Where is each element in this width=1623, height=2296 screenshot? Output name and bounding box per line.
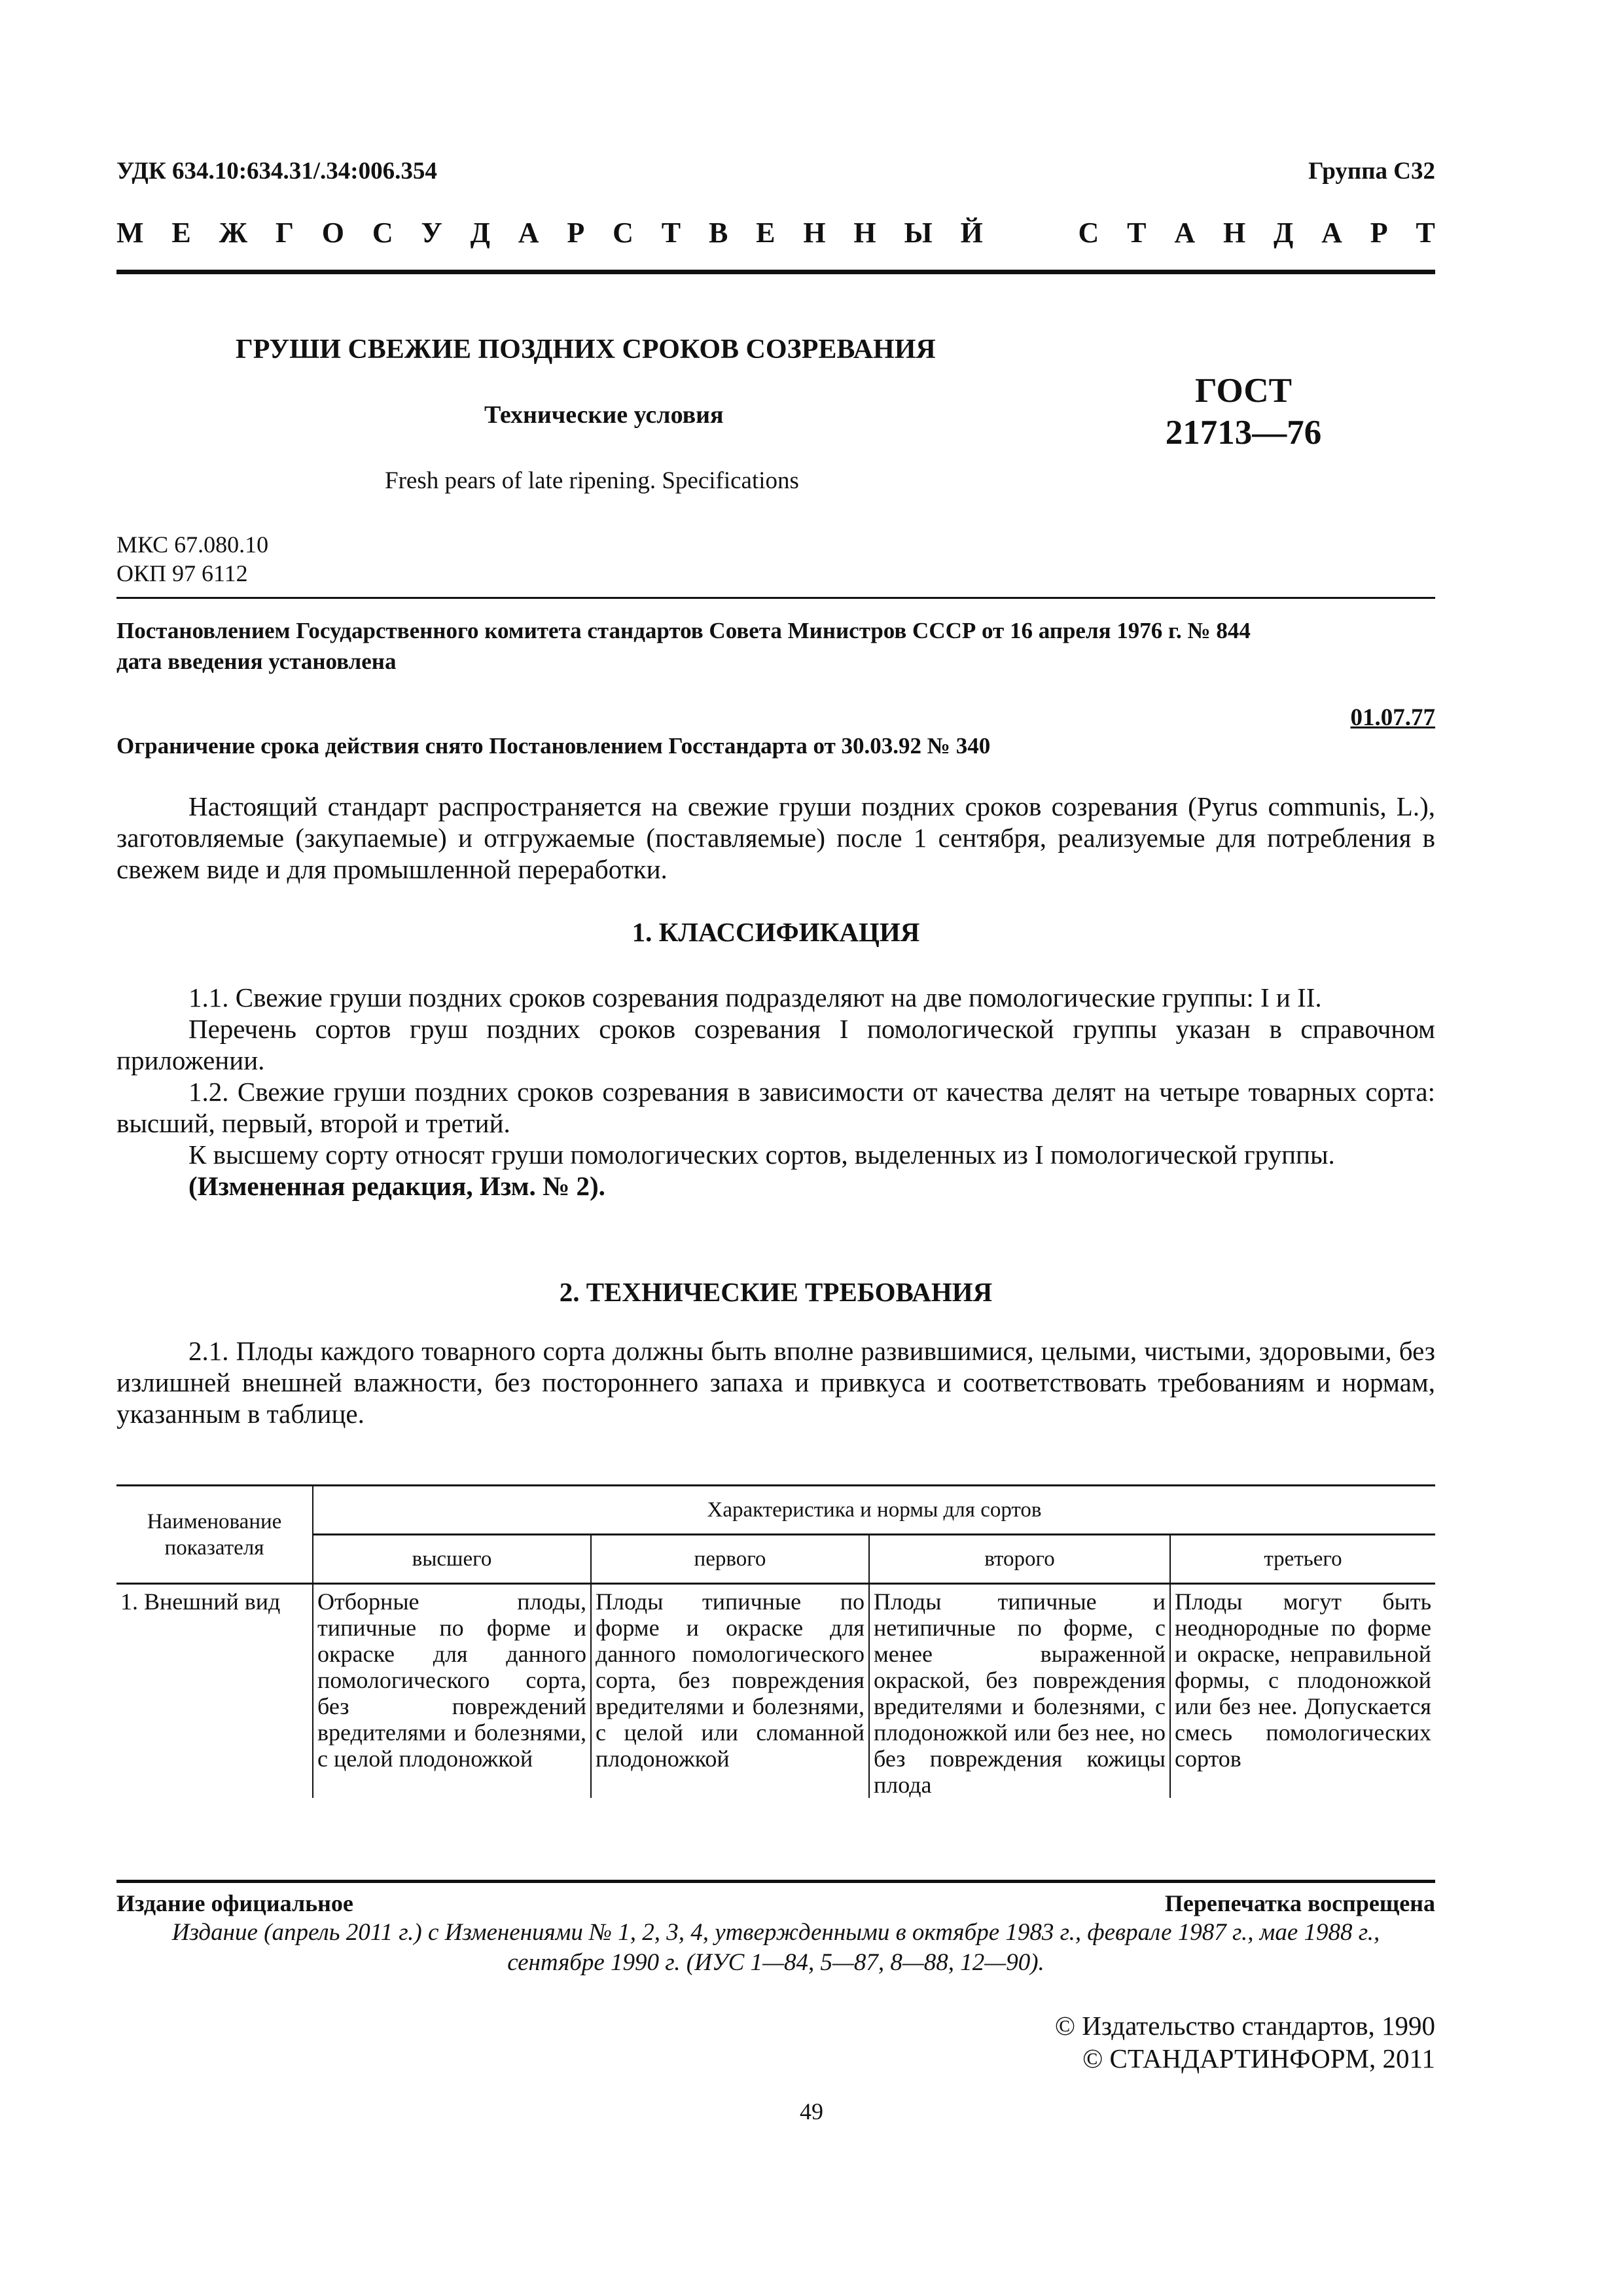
banner-word-gap (1011, 216, 1050, 249)
table-row (116, 1584, 1435, 1799)
table-header-grade: второго (869, 1535, 1170, 1584)
decree-line: дата введения установлена (116, 649, 397, 674)
banner-letter: В (708, 217, 728, 249)
banner-letter: Д (1274, 217, 1294, 249)
table-header-grade: высшего (313, 1535, 591, 1584)
table-header-grade: первого (591, 1535, 869, 1584)
copyright-block (1055, 2009, 1435, 2075)
copyright-line: © СТАНДАРТИНФОРМ, 2011 (1082, 2043, 1435, 2073)
banner-letter: С (1078, 217, 1099, 249)
paragraph: 1.1. Свежие груши поздних сроков созревания подразделяют на две помологические группы: I и II. (188, 982, 1322, 1013)
intro-text: Настоящий стандарт распространяется на свежие груши поздних сроков созревания (Pyrus communis, L.), заготовляемые (закупаемые) и отгружаемые (поставляемые) после 1 сентября, реализуемые для потребления в свежем виде и для промышленной переработки. (116, 791, 1435, 884)
gost-number: 21713—76 (1165, 414, 1322, 452)
paragraph: К высшему сорту относят груши помологических сортов, выделенных из I помологической группы. (188, 1139, 1335, 1170)
gost-designation (1158, 370, 1329, 454)
section-2-heading: 2. ТЕХНИЧЕСКИЕ ТРЕБОВАНИЯ (559, 1277, 993, 1307)
banner-letter: Й (960, 217, 983, 249)
decree-block (116, 615, 1435, 677)
page-number: 49 (800, 2098, 823, 2125)
table-cell: Плоды могут быть неоднородные по форме и окраске, неправильной формы, с плодоножкой или без нее. Допускается смесь помологических сортов (1170, 1584, 1435, 1799)
banner-letter: Н (853, 217, 876, 249)
document-title: ГРУШИ СВЕЖИЕ ПОЗДНИХ СРОКОВ СОЗРЕВАНИЯ (236, 334, 936, 365)
interstate-standard-banner (116, 216, 1435, 249)
official-edition-label: Издание официальное (116, 1890, 353, 1916)
paragraph: 2.1. Плоды каждого товарного сорта должны быть вполне развившимися, целыми, чистыми, здоровыми, без излишней внешней влажности, без постороннего запаха и привкуса и соответствовать требованиям и нормам, указанным в таблице. (116, 1336, 1435, 1429)
codes-divider (116, 597, 1435, 599)
requirements-table (116, 1484, 1435, 1798)
table-cell: Плоды типичные и нетипичные по форме, с менее выраженной окраской, без повреждения вредителями и болезнями, с плодоножкой или без нее, но без повреждения кожицы плода (869, 1584, 1170, 1799)
table-header-group: Характеристика и нормы для сортов (313, 1486, 1435, 1535)
document-title-english: Fresh pears of late ripening. Specifications (385, 467, 799, 494)
banner-letter: Р (567, 217, 585, 249)
edition-line: сентябре 1990 г. (ИУС 1—84, 5—87, 8—88, 12—90). (507, 1949, 1044, 1976)
udk-code: УДК 634.10:634.31/.34:006.354 (116, 158, 437, 185)
banner-letter: Д (470, 217, 490, 249)
introduction-date: 01.07.77 (1350, 704, 1435, 731)
table-header-indicator: Наименование показателя (116, 1486, 313, 1584)
gost-label: ГОСТ (1195, 372, 1292, 410)
section-2-body (116, 1335, 1435, 1429)
table-cell: Плоды типичные по форме и окраске для данного помологического сорта, без повреждения вредителями и болезнями, с целой или сломанной плодоножкой (591, 1584, 869, 1799)
banner-letter: Р (1370, 217, 1388, 249)
document-subtitle: Технические условия (484, 401, 724, 429)
banner-letter: А (1321, 217, 1342, 249)
banner-letter: Ж (219, 217, 248, 249)
paragraph: Перечень сортов груш поздних сроков созревания I помологической группы указан в справочном приложении. (116, 1014, 1435, 1075)
banner-letter: А (518, 217, 539, 249)
okp-code: ОКП 97 6112 (116, 560, 248, 586)
banner-letter: Е (756, 217, 776, 249)
banner-letter: М (116, 217, 144, 249)
group-code: Группа С32 (1308, 158, 1435, 185)
decree-line: Постановлением Государственного комитета стандартов Совета Министров СССР от 16 апреля 1976 г. № 844 (116, 618, 1251, 643)
table-cell-indicator: 1. Внешний вид (120, 1588, 281, 1615)
banner-letter: А (1174, 217, 1196, 249)
paragraph: 1.2. Свежие груши поздних сроков созревания в зависимости от качества делят на четыре товарных сорта: высший, первый, второй и третий. (116, 1077, 1435, 1138)
edition-note (116, 1918, 1435, 1978)
banner-letter: С (372, 217, 393, 249)
reprint-prohibited-label: Перепечатка воспрещена (1164, 1890, 1435, 1916)
classification-codes (116, 530, 268, 588)
table-header-grade: третьего (1170, 1535, 1435, 1584)
table-cell: Отборные плоды, типичные по форме и окраске для данного помологического сорта, без повреждений вредителями и болезнями, с целой плодоножкой (313, 1584, 591, 1799)
banner-letter: Ы (904, 217, 933, 249)
amendment-note: (Измененная редакция, Изм. № 2). (188, 1171, 605, 1201)
mks-code: МКС 67.080.10 (116, 531, 269, 558)
banner-letter: С (613, 217, 633, 249)
edition-line: Издание (апрель 2011 г.) с Изменениями № 1, 2, 3, 4, утвержденными в октябре 1983 г., феврале 1987 г., мае 1988 г., (171, 1919, 1380, 1946)
section-1-heading: 1. КЛАССИФИКАЦИЯ (632, 917, 920, 947)
copyright-line: © Издательство стандартов, 1990 (1054, 2011, 1435, 2041)
banner-letter: Т (1416, 217, 1435, 249)
banner-letter: У (421, 217, 442, 249)
banner-letter: Г (275, 217, 294, 249)
banner-letter: Е (171, 217, 191, 249)
section-1-body (116, 982, 1435, 1202)
limitation-note: Ограничение срока действия снято Постановлением Госстандарта от 30.03.92 № 340 (116, 733, 991, 759)
footer-divider (116, 1880, 1435, 1883)
banner-letter: Н (803, 217, 826, 249)
header-divider (116, 270, 1435, 274)
banner-letter: Т (1127, 217, 1147, 249)
banner-letter: Т (661, 217, 681, 249)
intro-paragraph (116, 791, 1435, 885)
banner-letter: Н (1222, 217, 1246, 249)
banner-letter: О (321, 217, 345, 249)
